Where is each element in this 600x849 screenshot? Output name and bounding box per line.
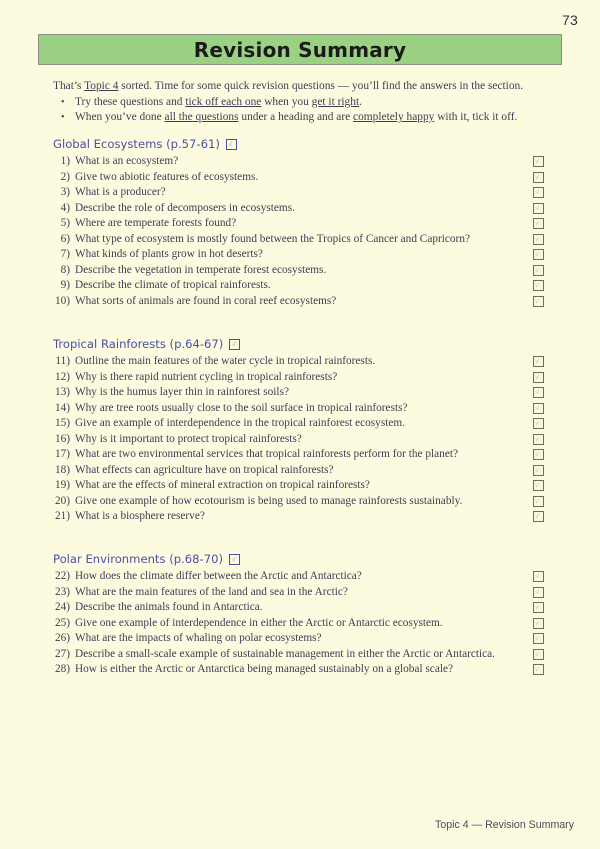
page-number: 73 (562, 12, 578, 28)
question-row (53, 432, 553, 448)
question-text: What is a biosphere reserve? (75, 510, 205, 522)
question-number: 23) (54, 585, 70, 598)
question-text: Give two abiotic features of ecosystems. (75, 170, 259, 183)
question-row (53, 170, 553, 186)
question-checkbox[interactable] (533, 372, 544, 383)
question-checkbox[interactable] (533, 280, 544, 291)
question-row (53, 401, 553, 417)
question-number: 17) (54, 448, 70, 460)
question-checkbox[interactable] (533, 203, 544, 214)
intro-bullet-0-text-0: Try these questions and (75, 95, 186, 108)
intro-bullet-1-text-2: under a heading and are (238, 111, 354, 123)
intro-bullet-1-link-1[interactable]: all the questions (164, 111, 239, 123)
question-number: 20) (54, 494, 70, 507)
question-row (53, 662, 553, 678)
question-text: Describe the role of decomposers in ecosystems. (75, 201, 295, 214)
intro-bullet-1-text-0: When you’ve done (75, 111, 165, 123)
intro-bullet-0-link-1[interactable]: tick off each one (185, 95, 262, 108)
question-row (53, 278, 553, 294)
question-row (53, 494, 553, 510)
question-text: What are two environmental services that tropical rainforests perform for the planet? (75, 448, 458, 460)
question-checkbox[interactable] (533, 172, 544, 183)
question-row (53, 647, 553, 663)
intro-lead (53, 79, 553, 95)
intro-bullet-text (75, 95, 553, 111)
question-checkbox[interactable] (533, 602, 544, 613)
question-text: What is a producer? (75, 186, 166, 198)
intro-lead-link-1[interactable]: Topic 4 (84, 80, 119, 92)
question-number: 11) (55, 355, 70, 367)
intro-bullet-item (53, 110, 553, 126)
question-number: 19) (54, 479, 70, 491)
section-checkbox[interactable] (226, 139, 237, 150)
question-number: 25) (54, 616, 70, 629)
question-number: 6) (60, 232, 70, 245)
intro-block (53, 79, 553, 126)
question-number: 9) (60, 279, 70, 291)
intro-bullet-list (53, 95, 553, 126)
question-row (53, 294, 553, 310)
question-number: 12) (54, 370, 70, 383)
intro-bullet-0-text-2: when you (261, 95, 312, 108)
question-checkbox[interactable] (533, 587, 544, 598)
section-heading (53, 136, 553, 152)
question-number: 28) (54, 663, 70, 675)
question-checkbox[interactable] (533, 618, 544, 629)
question-row (53, 370, 553, 386)
question-checkbox[interactable] (533, 156, 544, 167)
question-row (53, 447, 553, 463)
question-checkbox[interactable] (533, 249, 544, 260)
intro-bullet-item (53, 95, 553, 111)
question-text: Why are tree roots usually close to the soil surface in tropical rainforests? (75, 401, 408, 414)
question-row (53, 154, 553, 170)
question-section (53, 336, 553, 525)
question-checkbox[interactable] (533, 511, 544, 522)
question-checkbox[interactable] (533, 187, 544, 198)
page-footer: Topic 4 — Revision Summary (435, 819, 574, 831)
question-checkbox[interactable] (533, 418, 544, 429)
question-row (53, 201, 553, 217)
question-checkbox[interactable] (533, 571, 544, 582)
question-text: What kinds of plants grow in hot deserts? (75, 248, 263, 260)
question-text: Why is the humus layer thin in rainforest soils? (75, 386, 289, 398)
question-number: 14) (54, 401, 70, 414)
question-row (53, 631, 553, 647)
section-heading (53, 336, 553, 352)
question-text: How is either the Arctic or Antarctica being managed sustainably on a global scale? (75, 663, 454, 675)
intro-bullet-0-link-3[interactable]: get it right (311, 95, 360, 108)
question-checkbox[interactable] (533, 664, 544, 675)
question-text: What sorts of animals are found in coral reef ecosystems? (75, 294, 337, 307)
question-row (53, 232, 553, 248)
question-checkbox[interactable] (533, 496, 544, 507)
question-row (53, 509, 553, 525)
question-checkbox[interactable] (533, 356, 544, 367)
question-number: 18) (54, 463, 70, 476)
question-row (53, 354, 553, 370)
question-list (53, 154, 553, 309)
question-checkbox[interactable] (533, 449, 544, 460)
question-row (53, 263, 553, 279)
question-row (53, 478, 553, 494)
intro-bullet-1-text-4: with it, tick it off. (434, 111, 518, 123)
question-number: 13) (54, 386, 70, 398)
intro-bullet-1-link-3[interactable]: completely happy (353, 111, 435, 123)
section-heading (53, 551, 553, 567)
question-number: 22) (54, 570, 70, 582)
question-row (53, 416, 553, 432)
question-checkbox[interactable] (533, 265, 544, 276)
section-heading-label: Polar Environments (p.68-70) (53, 552, 223, 566)
bullet-dot-icon: • (61, 112, 65, 123)
question-number: 7) (60, 248, 70, 260)
question-checkbox[interactable] (533, 403, 544, 414)
question-number: 15) (54, 417, 70, 429)
question-number: 21) (54, 510, 70, 522)
question-checkbox[interactable] (533, 387, 544, 398)
question-number: 26) (54, 632, 70, 644)
question-checkbox[interactable] (533, 218, 544, 229)
question-text: Describe a small-scale example of sustainable management in either the Arctic or Antarctica. (75, 647, 496, 660)
question-row (53, 616, 553, 632)
question-checkbox[interactable] (533, 465, 544, 476)
question-number: 10) (54, 294, 70, 307)
question-text: What are the main features of the land and sea in the Arctic? (75, 585, 348, 598)
question-text: How does the climate differ between the Arctic and Antarctica? (75, 570, 362, 582)
question-number: 4) (60, 201, 70, 214)
question-number: 24) (54, 601, 70, 613)
section-checkbox[interactable] (229, 339, 240, 350)
question-row (53, 463, 553, 479)
question-checkbox[interactable] (533, 296, 544, 307)
question-row (53, 585, 553, 601)
question-row (53, 216, 553, 232)
question-number: 27) (54, 647, 70, 660)
section-checkbox[interactable] (229, 554, 240, 565)
question-checkbox[interactable] (533, 434, 544, 445)
question-row (53, 385, 553, 401)
question-text: Outline the main features of the water cycle in tropical rainforests. (75, 355, 376, 367)
question-checkbox[interactable] (533, 480, 544, 491)
page-title: Revision Summary (193, 37, 407, 62)
question-checkbox[interactable] (533, 633, 544, 644)
question-number: 3) (60, 186, 70, 198)
question-text: What is an ecosystem? (75, 155, 179, 167)
intro-lead-text-2: sorted. Time for some quick revision questions — you’ll find the answers in the section. (118, 80, 524, 92)
section-heading-label: Tropical Rainforests (p.64-67) (53, 337, 224, 351)
page-title-banner (38, 34, 562, 65)
question-list (53, 569, 553, 678)
question-section (53, 136, 553, 309)
question-number: 16) (54, 432, 70, 445)
question-text: Describe the animals found in Antarctica. (75, 601, 263, 613)
question-text: What are the effects of mineral extraction on tropical rainforests? (75, 479, 370, 491)
question-text: What effects can agriculture have on tropical rainforests? (75, 463, 334, 476)
question-text: Why is it important to protect tropical rainforests? (75, 432, 302, 445)
question-section (53, 551, 553, 678)
question-checkbox[interactable] (533, 649, 544, 660)
intro-lead-text-0: That’s (53, 80, 85, 92)
question-row (53, 569, 553, 585)
question-list (53, 354, 553, 525)
question-text: Give one example of interdependence in either the Arctic or Antarctic ecosystem. (75, 616, 443, 629)
question-text: What type of ecosystem is mostly found between the Tropics of Cancer and Capricorn? (75, 232, 470, 245)
question-row (53, 600, 553, 616)
question-checkbox[interactable] (533, 234, 544, 245)
question-text: What are the impacts of whaling on polar ecosystems? (75, 632, 322, 644)
intro-bullet-text (75, 110, 553, 126)
question-row (53, 247, 553, 263)
question-text: Give one example of how ecotourism is being used to manage rainforests sustainably. (75, 494, 463, 507)
intro-bullet-0-text-4: . (359, 95, 362, 108)
question-text: Describe the climate of tropical rainforests. (75, 279, 271, 291)
question-text: Why is there rapid nutrient cycling in tropical rainforests? (75, 370, 338, 383)
question-number: 2) (60, 170, 70, 183)
section-heading-label: Global Ecosystems (p.57-61) (53, 137, 220, 151)
question-text: Give an example of interdependence in the tropical rainforest ecosystem. (75, 417, 405, 429)
bullet-dot-icon: • (61, 96, 65, 108)
question-number: 8) (60, 263, 70, 276)
question-text: Where are temperate forests found? (75, 217, 237, 229)
question-number: 1) (60, 155, 70, 167)
question-row (53, 185, 553, 201)
question-text: Describe the vegetation in temperate forest ecosystems. (75, 263, 327, 276)
question-number: 5) (60, 217, 70, 229)
